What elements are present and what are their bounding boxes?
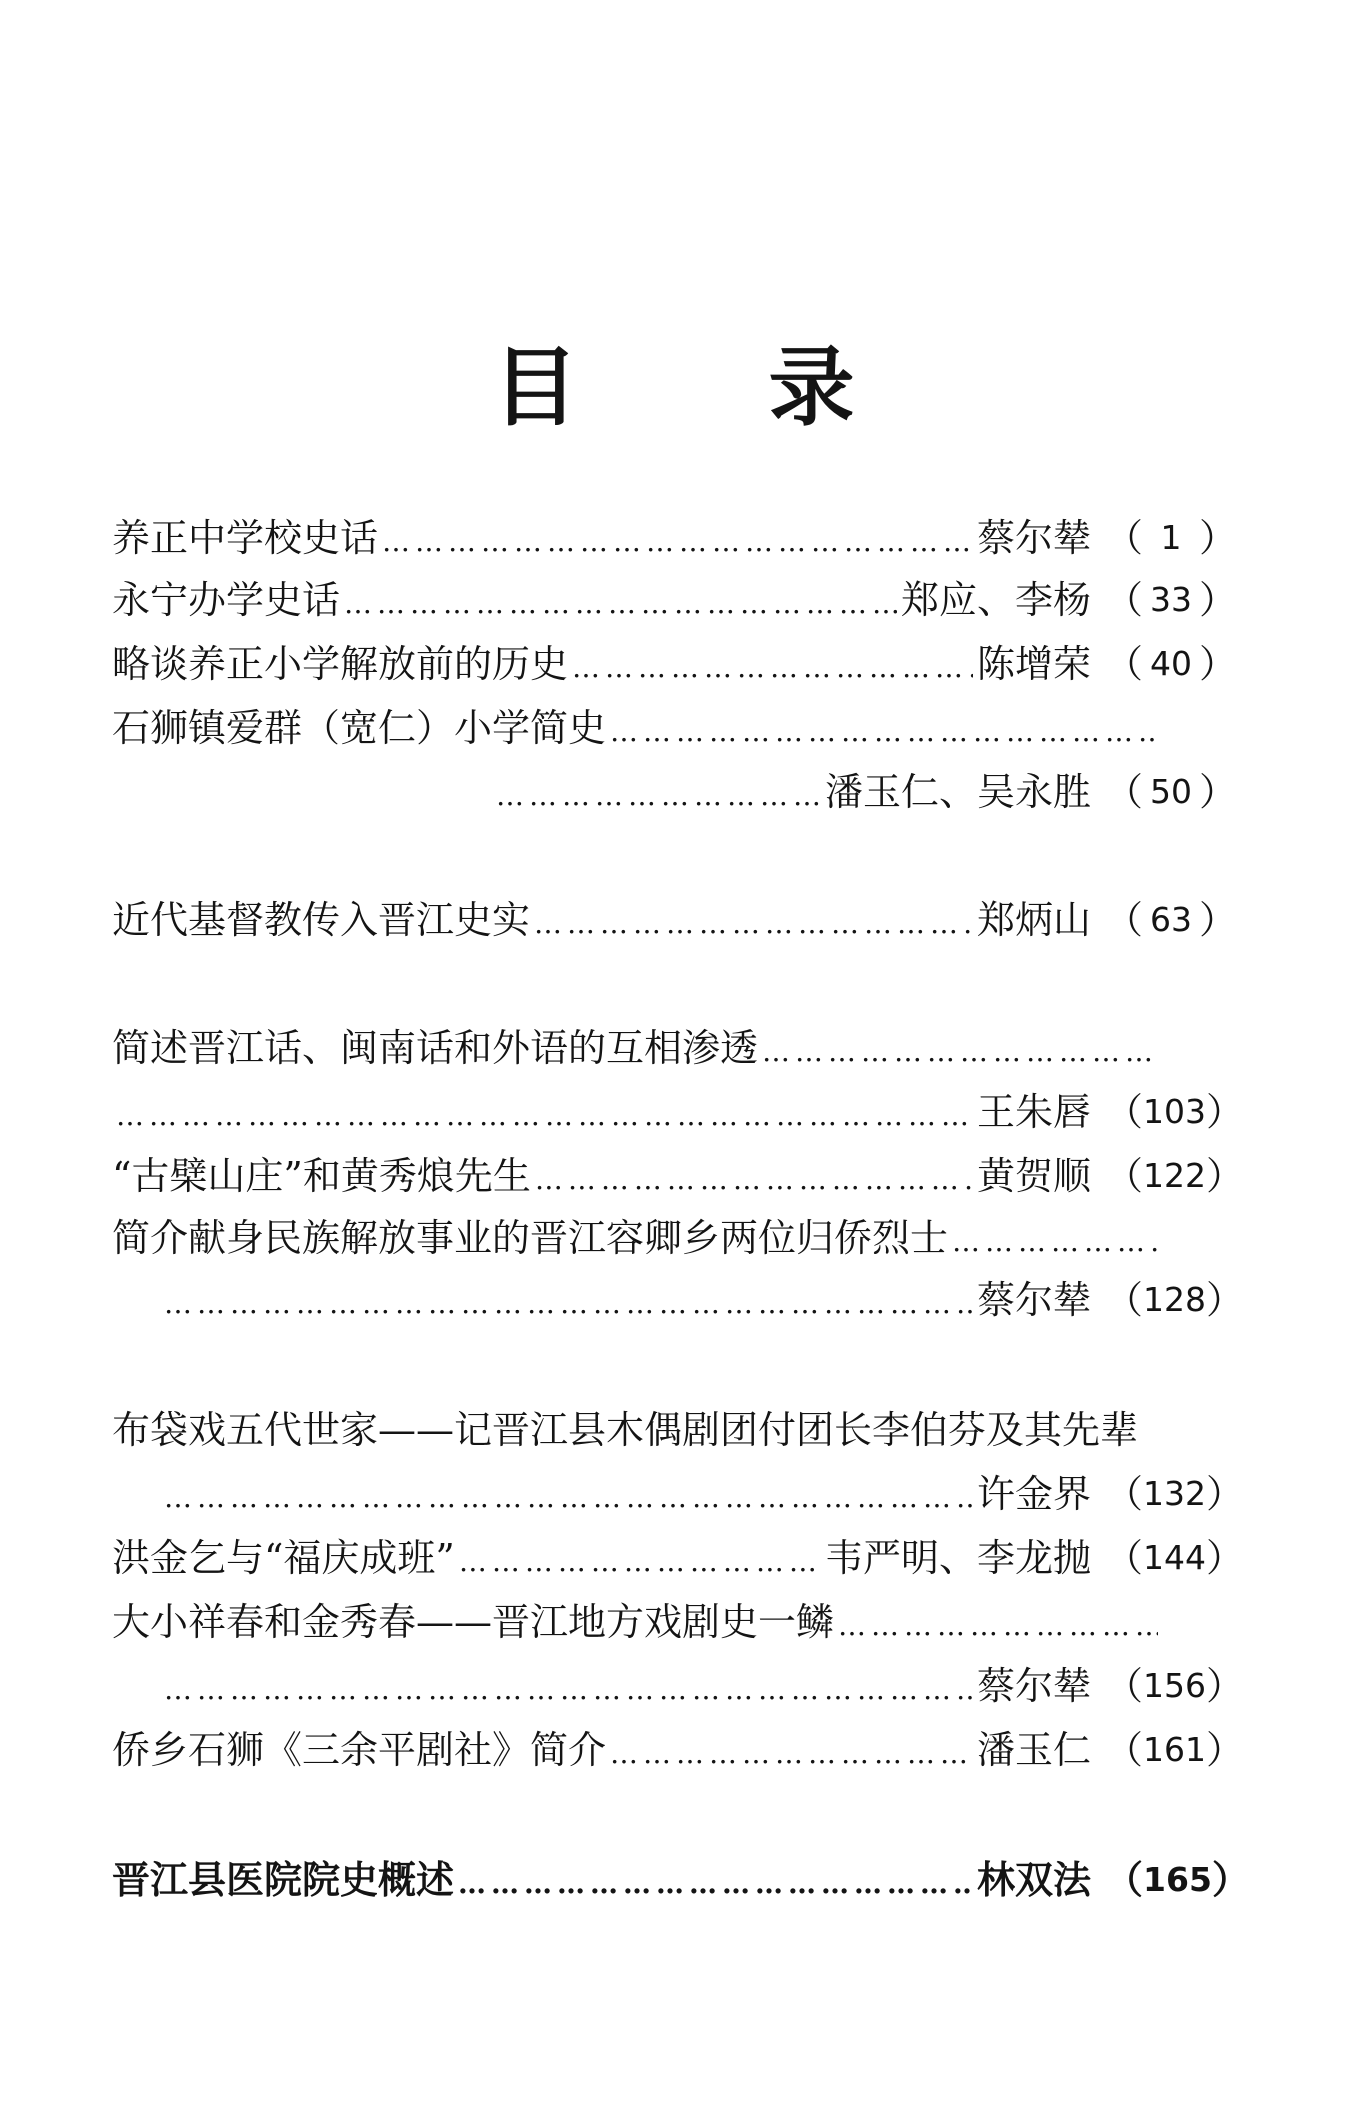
toc-entry-line2[interactable] — [112, 1658, 1245, 1714]
entry-page: （ 40 ） — [1105, 642, 1237, 686]
entry-author: 韦严明、李龙抛 — [824, 1536, 1091, 1580]
entry-author: 蔡尔辇 — [976, 516, 1091, 560]
entry-author: 陈增荣 — [976, 642, 1091, 686]
entry-title: 布袋戏五代世家——记晋江县木偶剧团付团长李伯芬及其先辈 — [112, 1408, 1139, 1452]
entry-page: （ 33 ） — [1105, 578, 1237, 622]
entry-page: （ 144 ） — [1105, 1536, 1245, 1580]
leader-dots — [116, 1088, 973, 1144]
leader-dots — [534, 896, 973, 952]
leader-dots — [572, 640, 973, 696]
toc-entry[interactable] — [112, 636, 1237, 692]
entry-author: 潘玉仁、吴永胜 — [824, 770, 1091, 814]
entry-author: 郑炳山 — [976, 898, 1091, 942]
toc-entry[interactable] — [112, 1852, 1250, 1908]
toc-entry-line1[interactable] — [112, 1210, 1237, 1266]
entry-title: 略谈养正小学解放前的历史 — [112, 642, 569, 686]
entry-page: （ 1 ） — [1105, 516, 1237, 560]
toc-entry[interactable] — [112, 1530, 1245, 1586]
entry-title: 简介献身民族解放事业的晋江容卿乡两位归侨烈士 — [112, 1216, 949, 1260]
entry-author: 潘玉仁 — [976, 1728, 1091, 1772]
toc-entry-line2[interactable] — [112, 1084, 1245, 1140]
entry-page: （ 132 ） — [1105, 1472, 1245, 1516]
toc-entry[interactable] — [112, 1148, 1245, 1204]
toc-entry-line2[interactable] — [112, 1466, 1245, 1522]
leader-dots — [459, 1534, 821, 1590]
toc-entry-line2[interactable] — [112, 764, 1237, 820]
entry-page: （ 156 ） — [1105, 1664, 1245, 1708]
toc-entry[interactable] — [112, 1722, 1245, 1778]
toc-entry[interactable] — [112, 572, 1237, 628]
toc-entry[interactable] — [112, 892, 1237, 948]
entry-title: 侨乡石狮《三余平剧社》简介 — [112, 1728, 607, 1772]
toc-entry-line1[interactable] — [112, 1594, 1237, 1650]
entry-title: 洪金乞与“福庆成班” — [112, 1536, 455, 1580]
entry-page: （ 50 ） — [1105, 770, 1237, 814]
entry-title: 大小祥春和金秀春——晋江地方戏剧史一鳞 — [112, 1600, 835, 1644]
entry-page: （ 161 ） — [1105, 1728, 1245, 1772]
leader-dots — [952, 1214, 1158, 1270]
leader-dots — [496, 768, 821, 824]
entry-author: 蔡尔辇 — [976, 1278, 1091, 1322]
entry-page: （ 165 ） — [1105, 1857, 1250, 1902]
entry-author: 王朱唇 — [976, 1090, 1091, 1134]
entry-page: （ 122 ） — [1105, 1154, 1245, 1198]
leader-dots — [164, 1470, 973, 1526]
entry-author: 黄贺顺 — [976, 1154, 1091, 1198]
leader-dots — [344, 576, 897, 632]
entry-author: 郑应、李杨 — [900, 578, 1091, 622]
entry-page: （ 63 ） — [1105, 898, 1237, 942]
entry-author: 蔡尔辇 — [976, 1664, 1091, 1708]
leader-dots — [610, 1726, 973, 1782]
entry-title: 简述晋江话、闽南话和外语的互相渗透 — [112, 1026, 759, 1070]
page-title — [0, 318, 1347, 442]
leader-dots — [458, 1856, 973, 1912]
leader-dots — [164, 1276, 973, 1332]
title-char-left: 目 — [492, 338, 579, 438]
entry-page: （ 103 ） — [1105, 1090, 1245, 1134]
leader-dots — [838, 1598, 1158, 1654]
toc-entry-line1[interactable] — [112, 1020, 1237, 1076]
entry-title: “古檗山庄”和黄秀烺先生 — [112, 1154, 531, 1198]
leader-dots — [610, 704, 1158, 760]
entry-author: 林双法 — [976, 1857, 1091, 1902]
entry-title: 养正中学校史话 — [112, 516, 379, 560]
title-char-right: 录 — [768, 338, 855, 438]
entry-title: 石狮镇爱群（宽仁）小学简史 — [112, 706, 607, 750]
leader-dots — [164, 1662, 973, 1718]
leader-dots — [762, 1024, 1158, 1080]
entry-page: （ 128 ） — [1105, 1278, 1245, 1322]
entry-title: 永宁办学史话 — [112, 578, 341, 622]
entry-author: 许金界 — [976, 1472, 1091, 1516]
leader-dots — [382, 514, 973, 570]
toc-entry-line1[interactable] — [112, 1402, 1237, 1458]
leader-dots — [535, 1152, 973, 1208]
entry-title: 晋江县医院院史概述 — [112, 1857, 455, 1902]
toc-entry[interactable] — [112, 510, 1237, 566]
toc-entry-line2[interactable] — [112, 1272, 1245, 1328]
entry-title: 近代基督教传入晋江史实 — [112, 898, 531, 942]
toc-entry-line1[interactable] — [112, 700, 1237, 756]
